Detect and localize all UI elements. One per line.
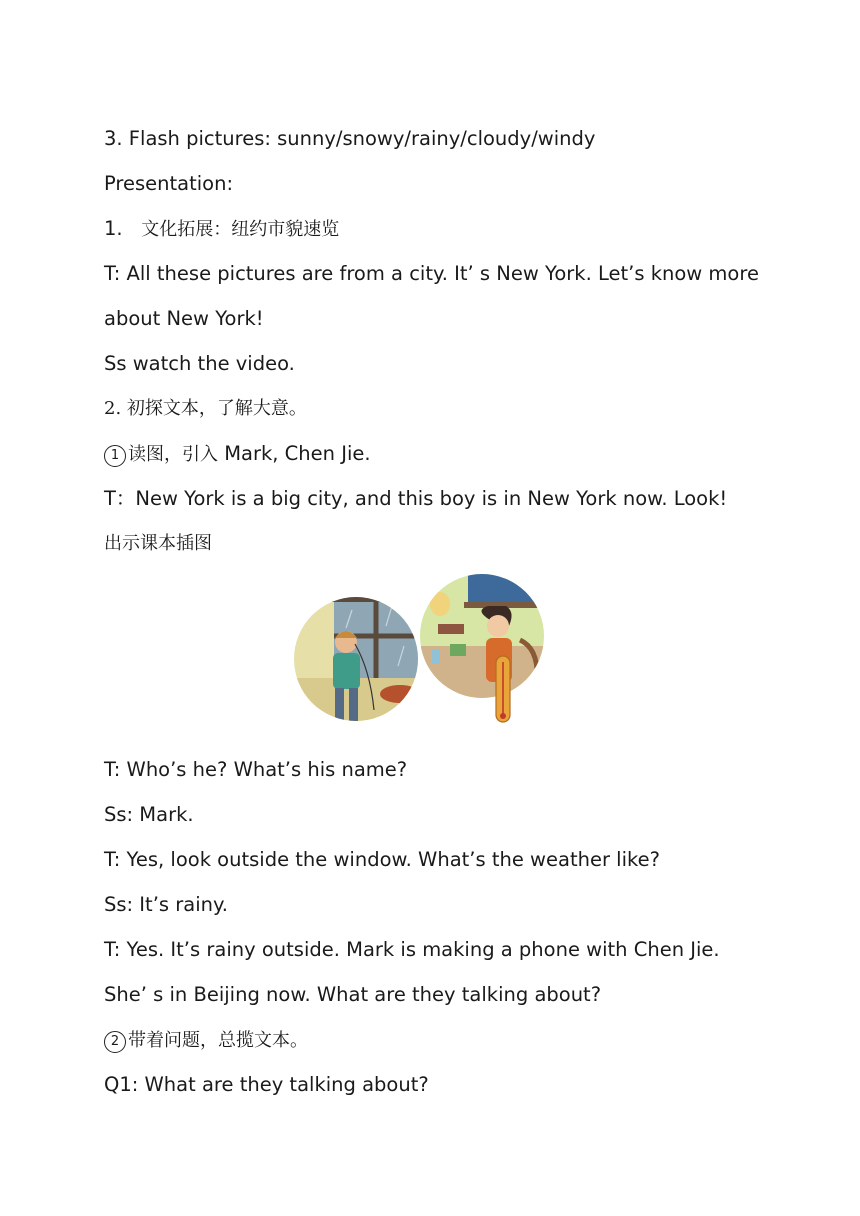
substep-2-line xyxy=(104,1027,308,1054)
step-1-line xyxy=(104,216,339,243)
teacher-question-weather: T: Yes, look outside the window. What’s the weather like? xyxy=(104,848,660,871)
students-watch-line: Ss watch the video. xyxy=(104,352,295,375)
substep-1-line xyxy=(104,441,371,468)
show-illustration-line: 出示课本插图 xyxy=(104,533,212,554)
girl-scene xyxy=(412,570,550,716)
boy-scene xyxy=(292,590,422,728)
teacher-line-1-cont: about New York! xyxy=(104,307,264,330)
flash-pictures-line: 3. Flash pictures: sunny/snowy/rainy/cloudy/windy xyxy=(104,127,596,150)
substep-1-cn: 读图，引入 xyxy=(128,444,218,465)
question-1-line: Q1: What are they talking about? xyxy=(104,1073,429,1096)
students-answer-mark: Ss: Mark. xyxy=(104,803,194,826)
textbook-illustration xyxy=(292,570,550,728)
step-1-text: 文化拓展：纽约市貌速览 xyxy=(141,219,340,240)
thermometer xyxy=(496,656,510,722)
substep-1-en: Mark, Chen Jie. xyxy=(218,442,371,465)
students-answer-rainy: Ss: It’s rainy. xyxy=(104,893,228,916)
circled-number-2: 2 xyxy=(104,1031,126,1053)
step-2-line: 2. 初探文本，了解大意。 xyxy=(104,398,307,419)
teacher-question-who: T: Who’s he? What’s his name? xyxy=(104,758,408,781)
teacher-line-1: T: All these pictures are from a city. It’ s New York. Let’s know more xyxy=(104,262,759,285)
teacher-line-phone: T: Yes. It’s rainy outside. Mark is making a phone with Chen Jie. xyxy=(104,938,720,961)
circled-number-1: 1 xyxy=(104,445,126,467)
substep-2-cn: 带着问题，总揽文本。 xyxy=(128,1030,308,1051)
presentation-heading: Presentation: xyxy=(104,172,234,195)
step-1-number: 1. xyxy=(104,217,123,240)
teacher-line-beijing: She’ s in Beijing now. What are they talking about? xyxy=(104,983,602,1006)
teacher-line-2: T：New York is a big city, and this boy is in New York now. Look! xyxy=(104,487,728,510)
